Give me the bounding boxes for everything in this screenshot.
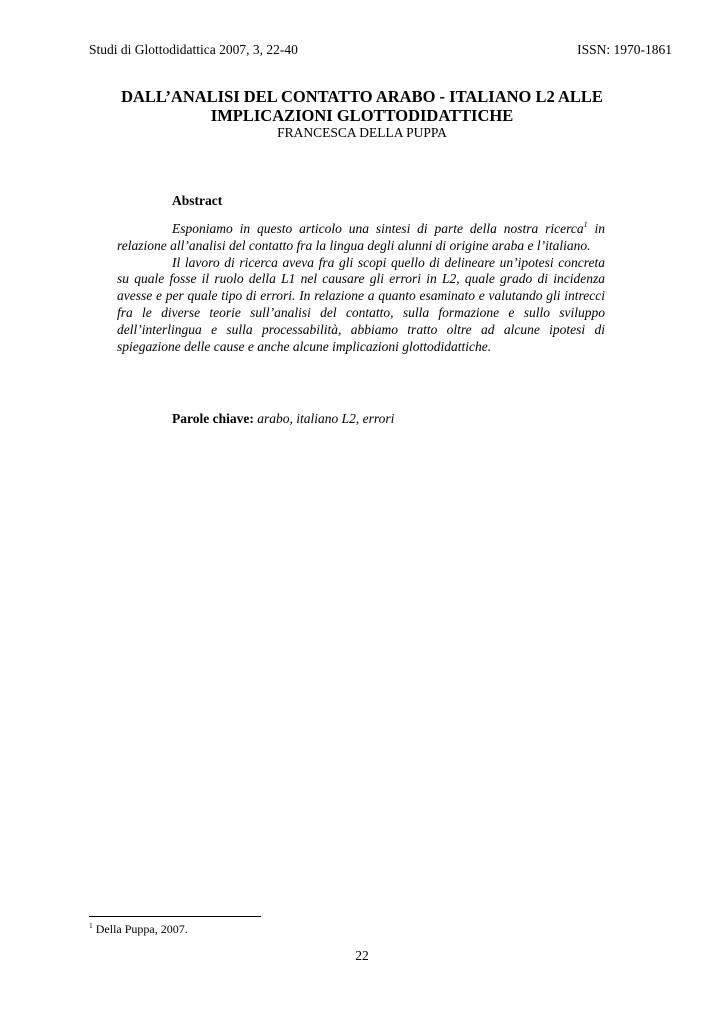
- footnote-divider: [89, 916, 261, 917]
- abstract-paragraph-1: [117, 221, 605, 255]
- issn: ISSN: 1970-1861: [577, 42, 672, 57]
- abstract-heading: Abstract: [172, 193, 223, 208]
- footnote: [89, 922, 188, 937]
- abstract-p1-text: Esponiamo in questo articolo una sintesi di parte della nostra ricerca: [172, 221, 584, 236]
- abstract-body: [117, 221, 605, 355]
- abstract-p1-continuation: in relazione all’analisi del contatto fra la lingua degli alunni di origine araba e l’italiano.: [117, 221, 605, 253]
- author-name: FRANCESCA DELLA PUPPA: [277, 125, 447, 140]
- article-title: [89, 87, 635, 125]
- keywords-values: arabo, italiano L2, errori: [257, 411, 395, 426]
- footnote-text: Della Puppa, 2007.: [92, 922, 188, 936]
- page-number: 22: [355, 948, 369, 963]
- footnote-reference: 1: [583, 220, 588, 229]
- keywords: [172, 411, 394, 427]
- journal-citation: Studi di Glottodidattica 2007, 3, 22-40: [89, 42, 298, 57]
- keywords-label: Parole chiave:: [172, 411, 254, 426]
- footnote-number: 1: [89, 921, 93, 930]
- article-title-line-1: DALL’ANALISI DEL CONTATTO ARABO - ITALIANO L2 ALLE: [121, 87, 603, 106]
- abstract-paragraph-2: Il lavoro di ricerca aveva fra gli scopi quello di delineare un’ipotesi concreta su quale fosse il ruolo della L1 nel causare gli errori in L2, quale grado di incidenza avesse e per quale tipo di errori. In relazione a quanto esaminato e valutando gli intrecci fra le diverse teorie sull’analisi del contatto, sulla formazione e sullo sviluppo dell’interlingua e sulla processabilità, abbiamo tratto oltre ad alcune ipotesi di spiegazione delle cause e anche alcune implicazioni glottodidattiche.: [117, 254, 605, 354]
- article-title-line-2: IMPLICAZIONI GLOTTODIDATTICHE: [210, 106, 514, 125]
- title-block: [89, 87, 635, 141]
